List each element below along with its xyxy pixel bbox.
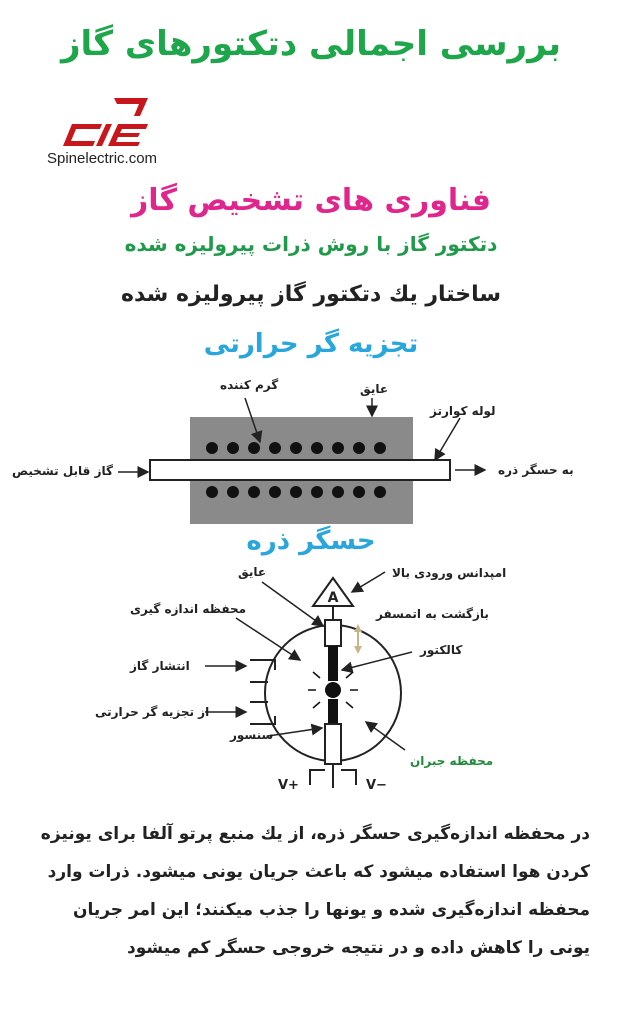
heading-tech: فناوری های تشخیص گاز: [130, 183, 492, 218]
heading-method: دتکتور گاز با روش ذرات پیرولیزه شده: [124, 232, 498, 256]
heading-sensor: حسگر ذره: [246, 526, 376, 556]
terminals: [310, 764, 356, 788]
label-collector: کالکتور: [420, 643, 463, 657]
label-high-impedance: امپدانس ورودی بالا: [392, 566, 507, 580]
label-comp-chamber: محفظه جبران: [410, 754, 494, 768]
amp-label: A: [327, 590, 339, 606]
label-sensor: سنسور: [230, 728, 274, 742]
quartz-tube: [150, 460, 450, 480]
lower-rod: [328, 699, 338, 724]
label-sensor-insulator: عایق: [238, 565, 267, 579]
sensor-block: [325, 724, 341, 764]
heading-thermal: تجزیه گر حرارتی: [203, 329, 419, 359]
label-vminus: V−: [366, 778, 387, 793]
label-insulator: عایق: [360, 382, 389, 396]
thermal-diagram: [0, 360, 622, 530]
label-from-thermal: از تجزیه گر حرارتی: [95, 705, 210, 719]
label-quartz-tube: لوله کوارتز: [430, 404, 496, 418]
impedance-leader: [352, 572, 385, 592]
collector-rod: [328, 646, 338, 681]
label-gas-diffusion: انتشار گاز: [130, 659, 190, 673]
site-url: Spinelectric.com: [47, 150, 158, 167]
description-paragraph: [20, 815, 590, 967]
label-to-sensor: به حسگر ذره: [498, 463, 574, 477]
label-gas-in: گاز قابل تشخیص: [12, 464, 113, 478]
comp-chamber-leader: [366, 722, 405, 750]
label-measure-chamber: محفظه اندازه گیری: [130, 602, 247, 616]
sensor-diagram: [0, 560, 622, 805]
label-return-atm: بازگشت به اتمسفر: [376, 607, 489, 621]
heading-structure: ساختار یك دتکتور گاز پیرولیزه شده: [120, 282, 502, 307]
top-insulator: [325, 620, 341, 646]
page-title: بررسی اجمالی دتکتورهای گاز: [60, 24, 562, 64]
alpha-source: [325, 682, 341, 698]
label-heater: گرم کننده: [220, 378, 279, 392]
quartz-arrow: [435, 418, 460, 460]
paragraph-line: کردن هوا استفاده میشود که باعث جریان یونی میشود. ذرات وارد: [47, 862, 590, 882]
collector-leader: [342, 652, 412, 670]
paragraph-line: یونی را کاهش داده و در نتیجه خروجی حسگر کم میشود: [127, 938, 590, 958]
paragraph-line: محفظه اندازه‌گیری شده و یونها را جذب میکنند؛ این امر جریان: [72, 900, 590, 920]
label-vplus: V+: [278, 778, 299, 793]
company-logo: [62, 96, 162, 152]
inlet-pipes: [250, 660, 275, 724]
paragraph-line: در محفظه اندازه‌گیری حسگر ذره، از یك منبع پرتو آلفا برای یونیزه: [40, 824, 590, 844]
